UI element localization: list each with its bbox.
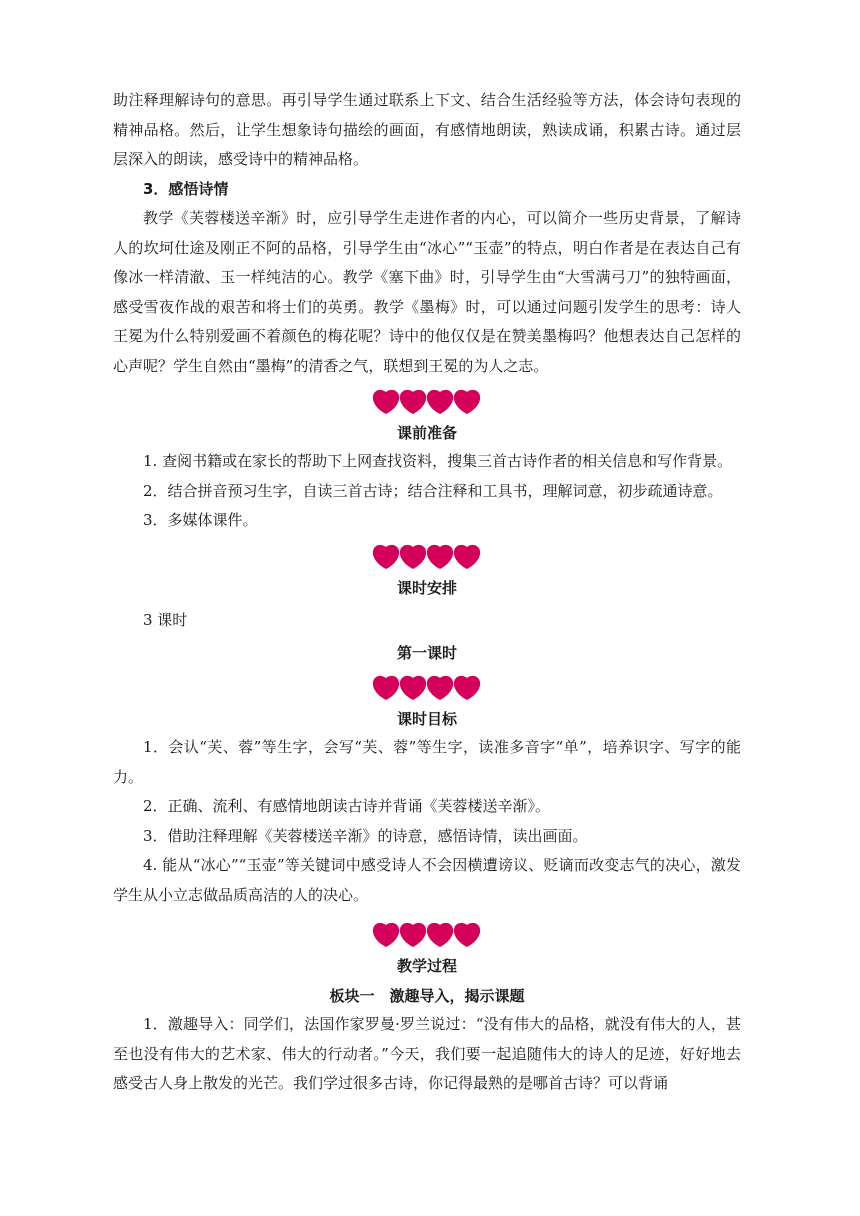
goal-item: 1．会认“芙、蓉”等生字，会写“芙、蓉”等生字，读准多音字“单”，培养识字、写字的能力。 (113, 738, 741, 786)
petal-shape (454, 390, 480, 414)
schedule-text: 3 课时 (143, 610, 188, 629)
petal-shape (454, 676, 480, 700)
prep-item: 3．多媒体课件。 (143, 511, 258, 529)
petal-shape (400, 923, 426, 947)
document-content (113, 86, 741, 1099)
petal-shape (454, 923, 480, 947)
process-title: 教学过程 (396, 957, 457, 975)
petal-decoration-icon (113, 387, 741, 417)
petal-decoration-icon (113, 542, 741, 572)
section-heading: 3．感悟诗情 (143, 179, 229, 198)
goal-item: 2．正确、流利、有感情地朗读古诗并背诵《芙蓉楼送辛渐》。 (143, 797, 551, 815)
goal-item: 3．借助注释理解《芙蓉楼送辛渐》的诗意，感悟诗情，读出画面。 (143, 826, 588, 845)
petal-shape (427, 923, 453, 947)
petal-decoration-icon (113, 673, 741, 703)
petal-shape (400, 676, 426, 700)
goal-item: 4. 能从“冰心”“玉壶”等关键词中感受诗人不会因横遭谤议、贬谪而改变志气的决心，激发学生从小立志做品质高洁的人的决心。 (113, 856, 741, 904)
petal-decoration-icon (113, 920, 741, 950)
petal-shape (454, 544, 480, 568)
petal-shape (373, 390, 399, 414)
petal-shape (427, 544, 453, 568)
prep-item: 1. 查阅书籍或在家长的帮助下上网查找资料，搜集三首古诗作者的相关信息和写作背景。 (143, 452, 733, 470)
petal-shape (400, 390, 426, 414)
prep-title: 课前准备 (396, 424, 457, 442)
petal-shape (373, 544, 399, 568)
petal-shape (427, 676, 453, 700)
process-text: 1．激趣导入：同学们，法国作家罗曼·罗兰说过：“没有伟大的品格，就没有伟大的人，甚至也没有伟大的艺术家、伟大的行动者。”今天，我们要一起追随伟大的诗人的足迹，好好地去感受古人身上散发的光芒。我们学过很多古诗，你记得最熟的是哪首古诗？可以背诵 (113, 1015, 741, 1092)
block-title: 板块一 激趣导入，揭示课题 (329, 987, 525, 1005)
lesson-title: 第一课时 (396, 644, 457, 662)
petal-shape (400, 544, 426, 568)
intro-paragraph: 助注释理解诗句的意思。再引导学生通过联系上下文、结合生活经验等方法，体会诗句表现的精神品格。然后，让学生想象诗句描绘的画面，有感情地朗读，熟读成诵，积累古诗。通过层层深入的朗读，感受诗中的精神品格。 (113, 91, 741, 168)
petal-shape (427, 390, 453, 414)
prep-item: 2．结合拼音预习生字，自读三首古诗；结合注释和工具书，理解词意，初步疏通诗意。 (143, 481, 723, 500)
section-body: 教学《芙蓉楼送辛渐》时，应引导学生走进作者的内心，可以简介一些历史背景，了解诗人的坎坷仕途及刚正不阿的品格，引导学生由“冰心”“玉壶”的特点，明白作者是在表达自己有像冰一样清澈、玉一样纯洁的心。教学《塞下曲》时，引导学生由“大雪满弓刀”的独特画面，感受雪夜作战的艰苦和将士们的英勇。教学《墨梅》时，可以通过问题引发学生的思考：诗人王冕为什么特别爱画不着颜色的梅花呢？诗中的他仅仅是在赞美墨梅吗？他想表达自己怎样的心声呢？学生自然由“墨梅”的清香之气，联想到王冕的为人之志。 (113, 209, 741, 375)
goals-title: 课时目标 (396, 710, 457, 728)
petal-shape (373, 676, 399, 700)
petal-shape (373, 923, 399, 947)
schedule-title: 课时安排 (396, 578, 457, 597)
